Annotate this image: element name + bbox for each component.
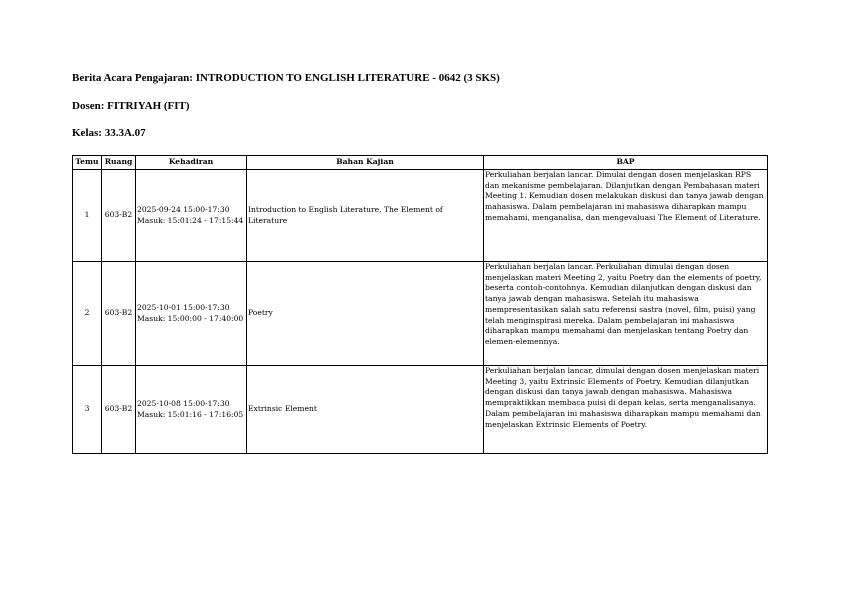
cell-temu: 1 (73, 170, 102, 262)
cell-temu: 3 (73, 366, 102, 454)
cell-ruang: 603-B2 (102, 170, 136, 262)
cell-kehadiran: 2025-10-08 15:00-17:30 Masuk: 15:01:16 - 17:16:05 (136, 366, 247, 454)
cell-kehadiran: 2025-09-24 15:00-17:30 Masuk: 15:01:24 - 17:15:44 (136, 170, 247, 262)
cell-temu: 2 (73, 262, 102, 366)
column-header-ruang: Ruang (102, 156, 136, 170)
table-row (73, 170, 768, 262)
cell-bahan-kajian: Introduction to English Literature, The Element of Literature (247, 170, 484, 262)
cell-bahan-kajian: Poetry (247, 262, 484, 366)
column-header-bap: BAP (484, 156, 768, 170)
column-header-bahan-kajian: Bahan Kajian (247, 156, 484, 170)
column-header-kehadiran: Kehadiran (136, 156, 247, 170)
cell-bahan-kajian: Extrinsic Element (247, 366, 484, 454)
document-title: Berita Acara Pengajaran: INTRODUCTION TO ENGLISH LITERATURE - 0642 (3 SKS) (72, 72, 500, 84)
class-line: Kelas: 33.3A.07 (72, 127, 146, 139)
cell-bap: Perkuliahan berjalan lancar. Dimulai dengan dosen menjelaskan RPS dan mekanisme pembelajaran. Dilanjutkan dengan Pembahasan materi Meeting 1. Kemudian dosen melakukan diskusi dan tanya jawab dengan mahasiswa. Dalam pembelajaran ini mahasiswa diharapkan mampu memahami, menganalisa, dan mengevaluasi The Element of Literature. (484, 170, 768, 262)
cell-ruang: 603-B2 (102, 366, 136, 454)
teaching-record-table (72, 155, 768, 454)
column-header-temu: Temu (73, 156, 102, 170)
table-row (73, 366, 768, 454)
cell-bap: Perkuliahan berjalan lancar. Perkuliahan dimulai dengan dosen menjelaskan materi Meeting 2, yaitu Poetry dan the elements of poetry, beserta contoh-contohnya. Kemudian dilanjutkan dengan diskusi dan tanya jawab dengan mahasiswa. Setelah itu mahasiswa mempresentasikan salah satu referensi sastra (novel, film, puisi) yang telah menginspirasi mereka. Dalam pembelajaran ini mahasiswa diharapkan mampu memahami dan menjelaskan tentang Poetry dan elemen-elemennya. (484, 262, 768, 366)
lecturer-line: Dosen: FITRIYAH (FIT) (72, 100, 190, 112)
table-header-row (73, 156, 768, 170)
cell-bap: Perkuliahan berjalan lancar, dimulai dengan dosen menjelaskan materi Meeting 3, yaitu Extrinsic Elements of Poetry. Kemudian dilanjutkan dengan diskusi dan tanya jawab dengan mahasiswa. Mahasiswa mempraktikkan membaca puisi di depan kelas, serta menganalisanya. Dalam pembelajaran ini mahasiswa diharapkan mampu memahami dan menjelaskan Extrinsic Elements of Poetry. (484, 366, 768, 454)
cell-ruang: 603-B2 (102, 262, 136, 366)
cell-kehadiran: 2025-10-01 15:00-17:30 Masuk: 15:00:00 - 17:40:00 (136, 262, 247, 366)
table-row (73, 262, 768, 366)
